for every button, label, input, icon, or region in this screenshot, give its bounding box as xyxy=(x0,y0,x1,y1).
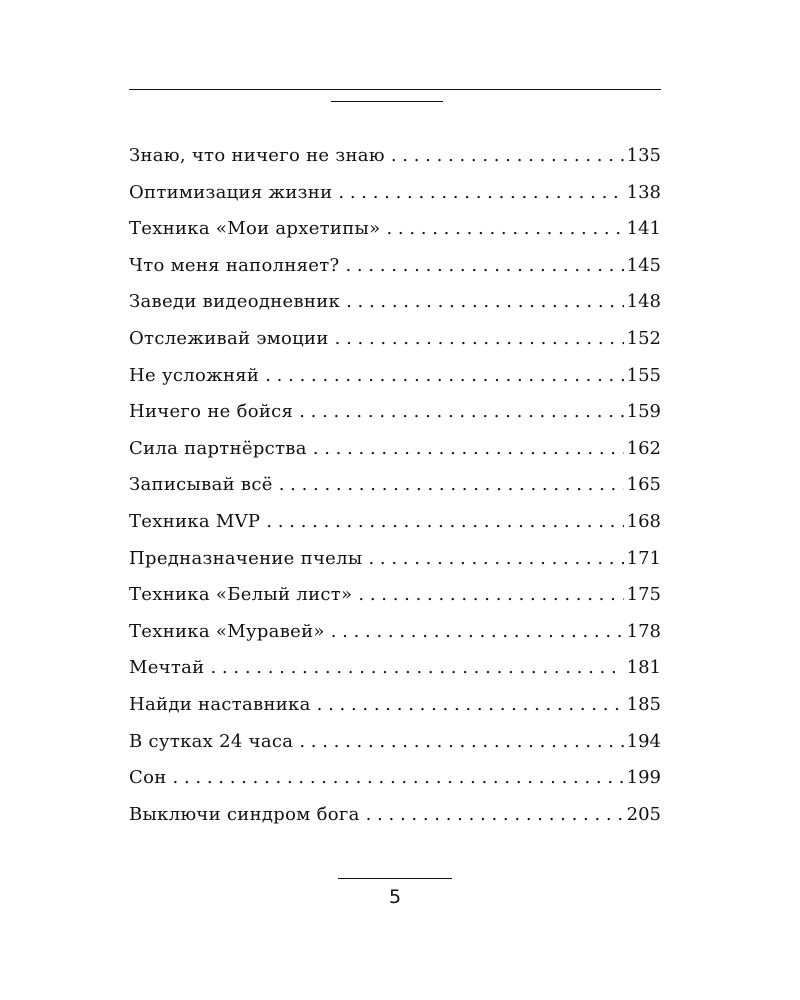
toc-entry-title: Что меня наполняет? xyxy=(129,254,340,276)
toc-entry[interactable] xyxy=(129,614,661,651)
toc-entry-title: Предназначение пчелы xyxy=(129,547,363,569)
toc-entry[interactable] xyxy=(129,504,661,541)
dot-leader xyxy=(317,687,624,724)
toc-entry-title: Записывай всё xyxy=(129,474,273,496)
toc-entry-title: Техника «Муравей» xyxy=(129,620,325,642)
dot-leader xyxy=(366,797,624,834)
toc-entry-title: Техника «Белый лист» xyxy=(129,584,353,606)
toc-entry-title: Отслеживай эмоции xyxy=(129,327,329,349)
dot-leader xyxy=(299,724,623,761)
top-short-rule xyxy=(331,101,443,102)
toc-entry-title: Оптимизация жизни xyxy=(129,181,333,203)
toc-entry[interactable] xyxy=(129,358,661,395)
toc-entry[interactable] xyxy=(129,175,661,212)
toc-entry-page: 138 xyxy=(626,181,661,203)
toc-entry-page: 199 xyxy=(626,767,661,789)
toc-entry-title: Выключи синдром бога xyxy=(129,803,360,825)
toc-entry[interactable] xyxy=(129,760,661,797)
table-of-contents xyxy=(129,138,661,833)
toc-entry-page: 178 xyxy=(626,620,661,642)
dot-leader xyxy=(345,248,623,285)
dot-leader xyxy=(386,211,623,248)
toc-entry[interactable] xyxy=(129,577,661,614)
toc-entry-title: Техника MVP xyxy=(129,510,261,532)
dot-leader xyxy=(346,284,624,321)
toc-entry[interactable] xyxy=(129,650,661,687)
toc-entry[interactable] xyxy=(129,394,661,431)
toc-entry-page: 152 xyxy=(626,327,661,349)
toc-entry[interactable] xyxy=(129,797,661,834)
top-rule xyxy=(129,89,661,90)
dot-leader xyxy=(313,431,624,468)
dot-leader xyxy=(299,394,623,431)
toc-entry-title: Сила партнёрства xyxy=(129,437,307,459)
toc-entry-page: 135 xyxy=(626,145,661,166)
toc-entry-title: Мечтай xyxy=(129,657,205,679)
toc-entry[interactable] xyxy=(129,687,661,724)
toc-entry[interactable] xyxy=(129,467,661,504)
toc-entry-page: 162 xyxy=(626,437,661,459)
dot-leader xyxy=(335,321,624,358)
page-number: 5 xyxy=(388,886,402,908)
toc-entry-page: 175 xyxy=(626,584,661,606)
dot-leader xyxy=(279,467,624,504)
toc-entry-title: Найди наставника xyxy=(129,693,311,715)
toc-entry[interactable] xyxy=(129,284,661,321)
toc-entry-page: 159 xyxy=(626,401,661,423)
toc-entry-page: 205 xyxy=(626,803,661,825)
toc-entry[interactable] xyxy=(129,431,661,468)
dot-leader xyxy=(391,138,624,175)
toc-entry-page: 194 xyxy=(626,730,661,752)
toc-entry-page: 141 xyxy=(626,218,661,240)
toc-entry-page: 155 xyxy=(626,364,661,386)
toc-entry-page: 181 xyxy=(626,657,661,679)
dot-leader xyxy=(173,760,624,797)
toc-entry[interactable] xyxy=(129,541,661,578)
toc-entry-page: 185 xyxy=(626,693,661,715)
dot-leader xyxy=(266,504,623,541)
toc-entry-title: Ничего не бойся xyxy=(129,401,294,423)
toc-entry-page: 165 xyxy=(626,474,661,496)
toc-entry-page: 148 xyxy=(626,291,661,313)
dot-leader xyxy=(358,577,623,614)
footer-rule xyxy=(338,878,452,879)
toc-entry-title: Не усложняй xyxy=(129,364,260,386)
toc-entry-page: 171 xyxy=(626,547,661,569)
dot-leader xyxy=(210,650,623,687)
toc-entry[interactable] xyxy=(129,724,661,761)
toc-entry-title: Заведи видеодневник xyxy=(129,291,341,313)
toc-entry-page: 168 xyxy=(626,510,661,532)
toc-entry-title: Знаю, что ничего не знаю xyxy=(129,145,385,166)
toc-entry[interactable] xyxy=(129,321,661,358)
toc-entry[interactable] xyxy=(129,211,661,248)
dot-leader xyxy=(265,358,623,395)
toc-entry[interactable] xyxy=(129,248,661,285)
toc-entry-title: Техника «Мои архетипы» xyxy=(129,218,381,240)
toc-entry-title: Сон xyxy=(129,767,167,789)
toc-entry-title: В сутках 24 часа xyxy=(129,730,294,752)
dot-leader xyxy=(338,175,623,212)
dot-leader xyxy=(368,541,623,578)
dot-leader xyxy=(331,614,624,651)
toc-entry-page: 145 xyxy=(626,254,661,276)
toc-entry[interactable] xyxy=(129,138,661,175)
